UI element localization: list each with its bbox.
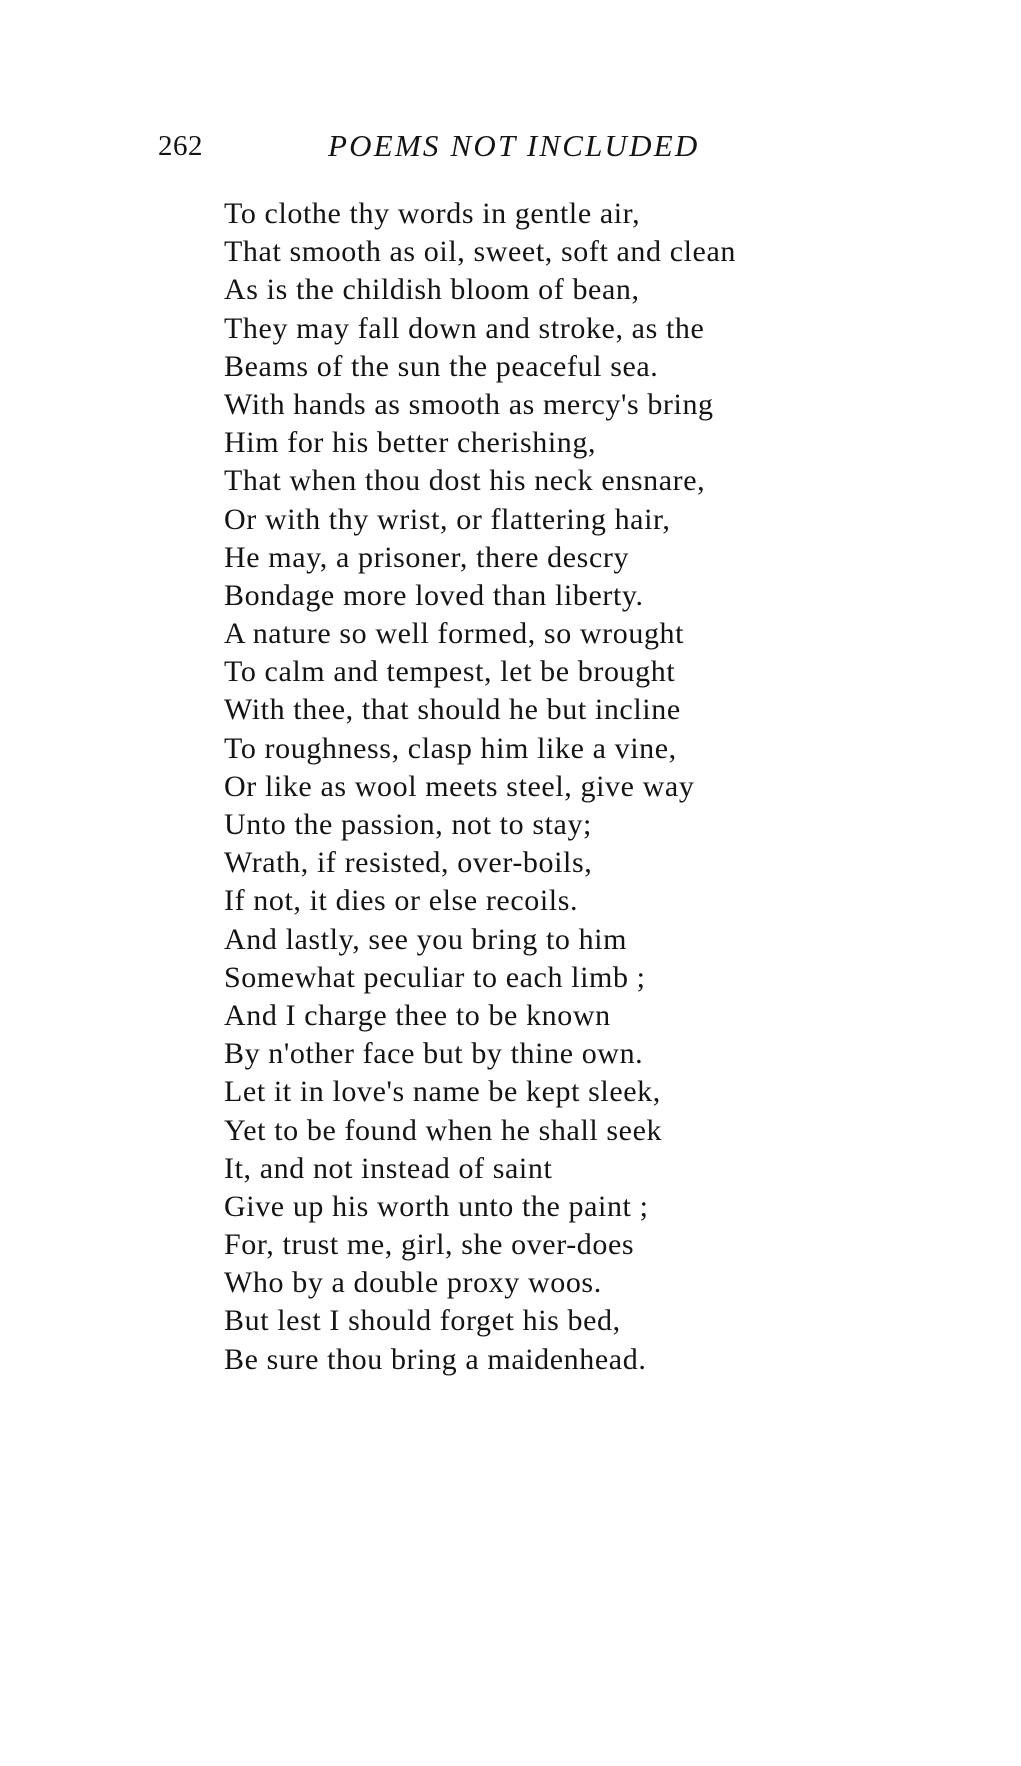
page-number: 262	[158, 130, 203, 162]
poem-line: Him for his better cherishing,	[224, 426, 597, 460]
poem-line: To calm and tempest, let be brought	[224, 655, 676, 689]
poem-line: He may, a prisoner, there descry	[224, 540, 630, 574]
poem-line: That when thou dost his neck ensnare,	[224, 464, 706, 498]
poem-line: Beams of the sun the peaceful sea.	[224, 349, 659, 383]
poem-line: For, trust me, girl, she over-does	[224, 1228, 635, 1262]
poem-line: Or like as wool meets steel, give way	[224, 769, 695, 803]
poem-line: They may fall down and stroke, as the	[224, 311, 705, 345]
poem-line: That smooth as oil, sweet, soft and clean	[224, 235, 736, 269]
poem-line: Be sure thou bring a maidenhead.	[224, 1342, 647, 1376]
poem-line: By n'other face but by thine own.	[224, 1037, 644, 1071]
poem-line: Wrath, if resisted, over-boils,	[224, 846, 593, 880]
poem-line: Or with thy wrist, or flattering hair,	[224, 502, 671, 536]
poem-line: To clothe thy words in gentle air,	[224, 197, 641, 230]
poem-line: Bondage more loved than liberty.	[224, 578, 644, 612]
poem-line: Who by a double proxy woos.	[224, 1266, 602, 1300]
poem-line: To roughness, clasp him like a vine,	[224, 731, 677, 765]
running-title: POEMS NOT INCLUDED	[328, 128, 700, 163]
poem-line: And lastly, see you bring to him	[224, 922, 628, 956]
page-header	[158, 128, 758, 172]
poem-line: Unto the passion, not to stay;	[224, 808, 592, 841]
poem-line: A nature so well formed, so wrought	[224, 617, 685, 651]
poem-line: As is the childish bloom of bean,	[224, 273, 640, 307]
poem-line: If not, it dies or else recoils.	[224, 884, 579, 918]
poem-line: Let it in love's name be kept sleek,	[224, 1075, 661, 1109]
poem-line: With hands as smooth as mercy's bring	[224, 387, 714, 421]
poem-line: Yet to be found when he shall seek	[224, 1113, 663, 1147]
poem-line: Somewhat peculiar to each limb ;	[224, 960, 646, 994]
poem-line: Give up his worth unto the paint ;	[224, 1189, 649, 1223]
poem-line: But lest I should forget his bed,	[224, 1304, 621, 1338]
poem-line: And I charge thee to be known	[224, 998, 611, 1032]
poem-body	[224, 195, 864, 1379]
poem-line: With thee, that should he but incline	[224, 693, 681, 727]
poem-line: It, and not instead of saint	[224, 1151, 553, 1185]
